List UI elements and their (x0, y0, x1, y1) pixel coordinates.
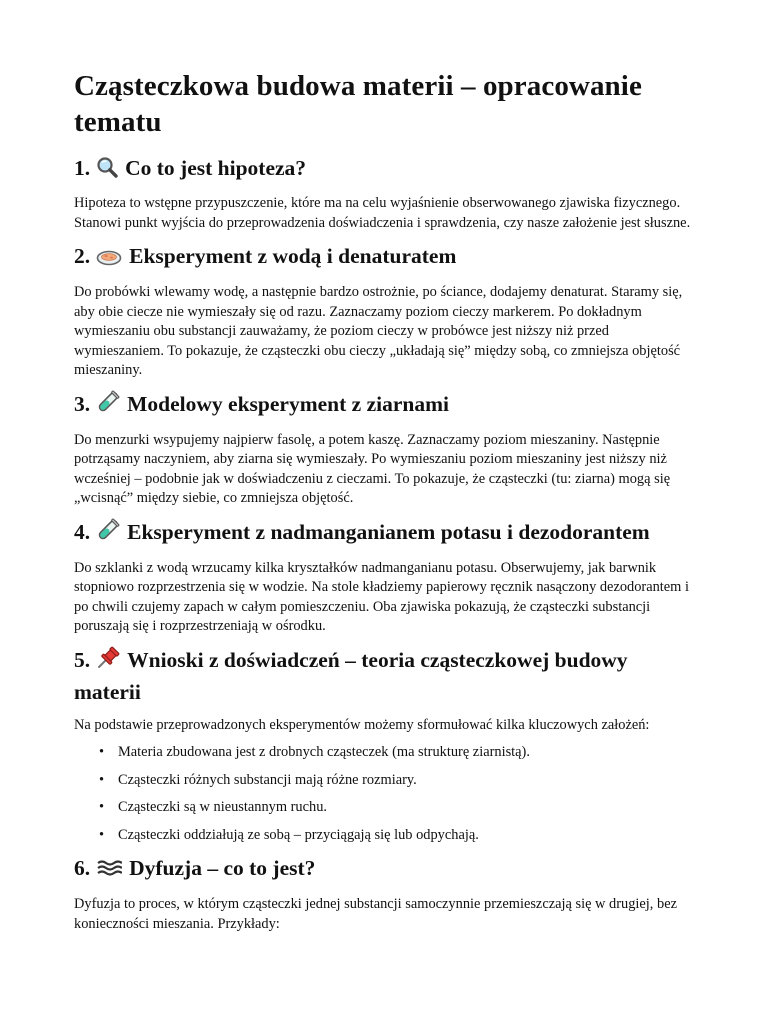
section-6-number: 6. (74, 856, 91, 880)
section-1-number: 1. (74, 156, 91, 180)
section-4-title: Eksperyment z nadmanganianem potasu i dezodorantem (127, 519, 650, 544)
section-5-paragraph: Na podstawie przeprowadzonych eksperymentów możemy sformułować kilka kluczowych założeń: (74, 716, 650, 733)
section-3-heading (74, 390, 694, 422)
section-4-paragraph: Do szklanki z wodą wrzucamy kilka kryształków nadmanganianu potasu. Obserwujemy, jak barwnik stopniowo rozprzestrzenia się w wodzie. Na stole kładziemy papierowy ręcznik nasączony dezodorantem i po chwili czujemy zapach w całym pomieszczeniu. Oba zjawiska pokazują, że cząsteczki substancji poruszają się i rozprzestrzeniają w ośrodku. (74, 559, 689, 634)
section-4-heading (74, 518, 694, 550)
section-6-title: Dyfuzja – co to jest? (129, 856, 316, 880)
conclusions-list (74, 743, 694, 845)
section-2-number: 2. (74, 244, 91, 268)
section-4-number: 4. (74, 519, 91, 544)
list-item: • Cząsteczki różnych substancji mają różne rozmiary. (74, 771, 694, 791)
petri-dish-icon (96, 245, 122, 274)
test-tube-icon (96, 390, 120, 422)
wave-icon (96, 857, 122, 886)
pushpin-icon (96, 646, 120, 678)
section-3-number: 3. (74, 391, 91, 416)
list-item: • Cząsteczki oddziałują ze sobą – przyciągają się lub odpychają. (74, 826, 694, 846)
list-item: • Materia zbudowana jest z drobnych cząsteczek (ma strukturę ziarnistą). (74, 743, 694, 763)
document-title: Cząsteczkowa budowa materii – opracowanie tematu (74, 70, 642, 138)
section-2-title: Eksperyment z wodą i denaturatem (129, 244, 457, 268)
section-6-heading (74, 854, 694, 886)
section-1-heading (74, 154, 694, 186)
test-tube-icon (96, 518, 120, 550)
section-2-heading (74, 242, 694, 274)
list-item: • Cząsteczki są w nieustannym ruchu. (74, 798, 694, 818)
magnifier-icon (96, 156, 118, 186)
section-5-title: Wnioski z doświadczeń – teoria cząsteczkowej budowy materii (74, 647, 628, 704)
section-5-heading (74, 646, 694, 707)
section-3-title: Modelowy eksperyment z ziarnami (127, 391, 449, 416)
section-5-number: 5. (74, 647, 91, 672)
section-2-paragraph: Do probówki wlewamy wodę, a następnie bardzo ostrożnie, po ściance, dodajemy denaturat. Staramy się, aby obie ciecze nie wymieszały się od razu. Zaznaczamy poziom cieczy markerem. Po dokładnym wymieszaniu obu substancji zauważamy, że poziom cieczy w probówce jest niższy niż przed wymieszaniem. To pokazuje, że cząsteczki obu cieczy „układają się” między sobą, co zmniejsza objętość mieszaniny. (74, 284, 683, 378)
section-6-paragraph: Dyfuzja to proces, w którym cząsteczki jednej substancji samoczynnie przemieszczają się w drugiej, bez konieczności mieszania. Przykłady: (74, 896, 677, 932)
section-1-title: Co to jest hipoteza? (125, 156, 307, 180)
section-3-paragraph: Do menzurki wsypujemy najpierw fasolę, a potem kaszę. Zaznaczamy poziom mieszaniny. Następnie potrząsamy naczyniem, aby ziarna się wymieszały. Po wymieszaniu poziom mieszaniny jest niższy niż wcześniej – podobnie jak w doświadczeniu z cieczami. To pokazuje, że cząsteczki (tu: ziarna) mogą się „wcisnąć” między siebie, co zmniejsza objętość. (74, 431, 671, 506)
section-1-paragraph: Hipoteza to wstępne przypuszczenie, które ma na celu wyjaśnienie obserwowanego zjawiska fizycznego. Stanowi punkt wyjścia do przeprowadzenia doświadczenia i sprawdzenia, czy nasze założenie jest słuszne. (74, 195, 691, 231)
